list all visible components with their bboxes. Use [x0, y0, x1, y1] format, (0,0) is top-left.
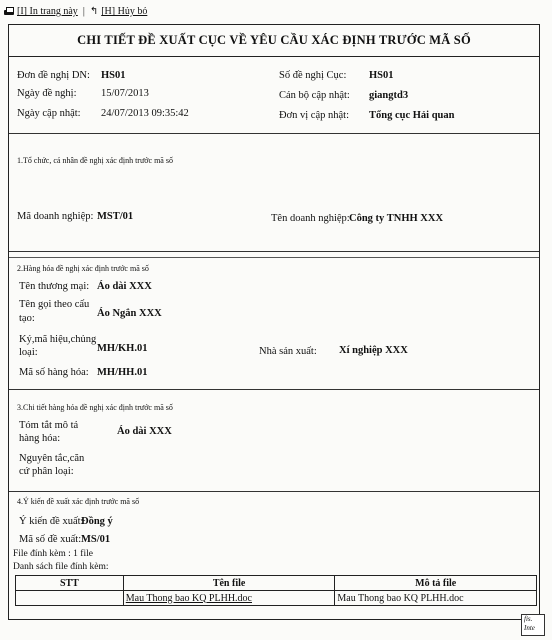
attachments-table	[15, 575, 537, 606]
section4-heading: 4.Ý kiến đề xuất xác định trước mã số	[17, 497, 140, 506]
section3-heading: 3.Chi tiết hàng hóa đề nghị xác định trước mã số	[17, 403, 173, 412]
back-arrow-icon[interactable]: ↰	[89, 6, 99, 17]
ten-goi-label-line1: Tên gọi theo cấu	[19, 299, 90, 310]
ky-ma-hieu-label-line1: Ký,mã hiệu,chủng	[19, 334, 97, 345]
file-download-link[interactable]: Mau Thong bao KQ PLHH.doc	[125, 592, 252, 604]
ngay-de-nghi-label: Ngày đề nghị:	[17, 88, 77, 99]
corner-text-line1: fis.	[524, 615, 533, 623]
corner-text-line2: Inte	[524, 624, 535, 632]
section1-heading: 1.Tổ chức, cá nhân đề nghị xác định trước mã số	[17, 156, 173, 165]
page-title: CHI TIẾT ĐỀ XUẤT CỤC VỀ YÊU CẦU XÁC ĐỊNH TRƯỚC MÃ SỐ	[9, 25, 539, 57]
file-count: File đính kèm : 1 file	[13, 549, 93, 559]
section2-heading: 2.Hàng hóa đề nghị xác định trước mã số	[17, 264, 149, 273]
nguyen-tac-label-line2: cứ phân loại:	[19, 466, 74, 477]
ngay-de-nghi-value: 15/07/2013	[101, 88, 149, 99]
tom-tat-label-line1: Tóm tắt mô tả	[19, 420, 79, 431]
ten-dn-value: Công ty TNHH XXX	[349, 213, 444, 224]
can-bo-value: giangtd3	[369, 90, 409, 101]
don-de-nghi-value: HS01	[101, 70, 126, 81]
cell-mo-ta: Mau Thong bao KQ PLHH.doc	[335, 591, 537, 606]
tom-tat-label-line2: hàng hóa:	[19, 433, 61, 444]
divider	[9, 257, 539, 258]
ten-goi-value: Áo Ngắn XXX	[97, 308, 162, 319]
cell-ten-file	[123, 591, 335, 606]
ten-goi-label-line2: tạo:	[19, 313, 35, 324]
so-de-nghi-value: HS01	[369, 70, 394, 81]
ma-so-de-xuat-value: MS/01	[81, 534, 111, 545]
table-header-row	[16, 576, 537, 591]
ma-so-hang-hoa-label: Mã số hàng hóa:	[19, 367, 89, 378]
table-row	[16, 591, 537, 606]
don-vi-value: Tổng cục Hải quan	[369, 110, 455, 121]
can-bo-label: Cán bộ cập nhật:	[279, 90, 350, 101]
don-vi-label: Đơn vị cập nhật:	[279, 110, 349, 121]
col-header-mo-ta: Mô tả file	[335, 576, 537, 591]
print-link[interactable]: [I] In trang này	[17, 6, 78, 17]
printer-icon[interactable]	[4, 7, 14, 16]
nha-sx-label: Nhà sản xuất:	[259, 346, 317, 357]
file-list-label: Danh sách file đính kèm:	[13, 562, 109, 572]
divider	[9, 251, 539, 252]
tom-tat-value: Áo dài XXX	[117, 426, 172, 437]
cell-stt	[16, 591, 124, 606]
don-de-nghi-label: Đơn đề nghị DN:	[17, 70, 90, 81]
ten-thuong-mai-label: Tên thương mại:	[19, 281, 90, 292]
ma-so-de-xuat-label: Mã số đề xuất:	[19, 534, 82, 545]
ten-thuong-mai-value: Áo dài XXX	[97, 281, 152, 292]
cancel-link[interactable]: [H] Hủy bỏ	[101, 6, 148, 17]
ngay-cap-nhat-value: 24/07/2013 09:35:42	[101, 108, 189, 119]
ten-dn-label: Tên doanh nghiệp:	[271, 213, 350, 224]
ma-dn-label: Mã doanh nghiệp:	[17, 211, 94, 222]
corner-widget	[521, 614, 545, 636]
divider	[9, 133, 539, 134]
y-kien-value: Đồng ý	[81, 516, 113, 527]
divider	[9, 491, 539, 492]
ky-ma-hieu-label-line2: loại:	[19, 347, 38, 358]
ma-dn-value: MST/01	[97, 211, 134, 222]
ngay-cap-nhat-label: Ngày cập nhật:	[17, 108, 81, 119]
y-kien-label: Ý kiến đề xuất:	[19, 516, 84, 527]
nha-sx-value: Xí nghiệp XXX	[339, 345, 408, 356]
col-header-stt: STT	[16, 576, 124, 591]
ma-so-hang-hoa-value: MH/HH.01	[97, 367, 148, 378]
col-header-ten-file: Tên file	[123, 576, 335, 591]
detail-frame	[8, 24, 540, 620]
so-de-nghi-label: Số đề nghị Cục:	[279, 70, 347, 81]
toolbar-separator: |	[82, 6, 85, 17]
divider	[9, 389, 539, 390]
ky-ma-hieu-value: MH/KH.01	[97, 343, 148, 354]
toolbar	[4, 6, 147, 17]
nguyen-tac-label-line1: Nguyên tắc,căn	[19, 453, 85, 464]
